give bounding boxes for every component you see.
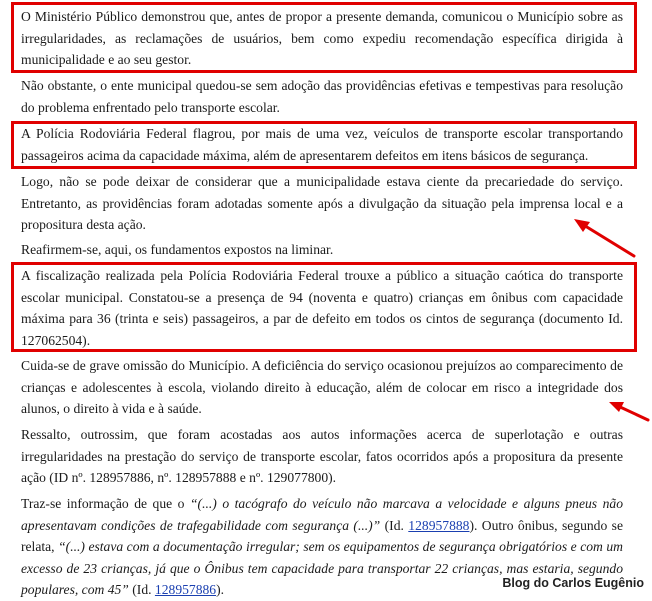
p9-text-1: Traz-se informação de que o [21, 496, 190, 511]
paragraph-3: A Polícia Rodoviária Federal flagrou, por mais de uma vez, veículos de transporte escolar transportando passageiros acima da capacidade máxima, além de apresentarem defeitos em itens básicos de segurança. [21, 126, 623, 163]
red-arrow-icon [606, 396, 652, 426]
paragraph-6: A fiscalização realizada pela Polícia Rodoviária Federal trouxe a público a situação caótica do transporte escolar municipal. Constatou-se a presença de 94 (noventa e quatro) crianças em ônibus com capacidade máxima para 36 (trinta e seis) passageiros, a par de defeito em todos os cintos de segurança (documento Id. 127062504). [21, 268, 623, 348]
p9-quote-1: “(...) o tacógrafo do veículo não marcava a velocidade e alguns pneus não apresentavam condições de trafegabilidade com segurança (...)” [21, 496, 623, 533]
paragraph-1: O Ministério Público demonstrou que, antes de propor a presente demanda, comunicou o Município sobre as irregularidades, as reclamações de usuários, bem como expediu recomendação específica dirigida à municipalidade e ao seu gestor. [21, 9, 623, 67]
p9-quote-2: “(...) estava com a documentação irregular; sem os equipamentos de segurança obrigatórios e com um excesso de 23 crianças, já que o Ônibus tem capacidade para transportar 22 crianças, mas estaria, segundo populares, com 45” [21, 539, 623, 597]
paragraph-8: Ressalto, outrossim, que foram acostadas aos autos informações acerca de superlotação e outras irregularidades na prestação do serviço de transporte escolar, fatos ocorridos após a propositura da presente ação (ID nº. 128957886, nº. 128957888 e nº. 129077800). [21, 427, 623, 485]
paragraph-7: Cuida-se de grave omissão do Município. A deficiência do serviço ocasionou prejuízos ao comparecimento de crianças e adolescentes à escola, violando direito à educação, além de colocar em risco a integridade dos alunos, o direito à vida e à saúde. [21, 358, 623, 416]
red-arrow-icon [570, 210, 642, 262]
paragraph-4: Logo, não se pode deixar de considerar que a municipalidade estava ciente da precariedade do serviço. Entretanto, as providências foram adotadas somente após a divulgação da situação pela imprensa local e a propositura desta ação. [21, 174, 623, 232]
watermark: Blog do Carlos Eugênio [502, 576, 644, 590]
highlight-box-2 [11, 121, 637, 169]
paragraph-2: Não obstante, o ente municipal quedou-se sem adoção das providências efetivas e tempestivas para resolução do problema enfrentado pelo transporte escolar. [21, 78, 623, 115]
document-link-128957886[interactable]: 128957886 [154, 582, 217, 597]
document-link-128957888[interactable]: 128957888 [408, 517, 470, 533]
p9-text-3: ). Outro ônibus, segundo se relata, [21, 517, 623, 554]
p9-text-2: (Id. [380, 517, 409, 533]
paragraph-5: Reafirmem-se, aqui, os fundamentos expostos na liminar. [21, 242, 334, 257]
p9-text-5: ). [216, 582, 225, 597]
highlight-box-1 [11, 2, 637, 73]
p9-text-4: (Id. [128, 582, 155, 597]
highlight-box-3 [11, 262, 637, 352]
